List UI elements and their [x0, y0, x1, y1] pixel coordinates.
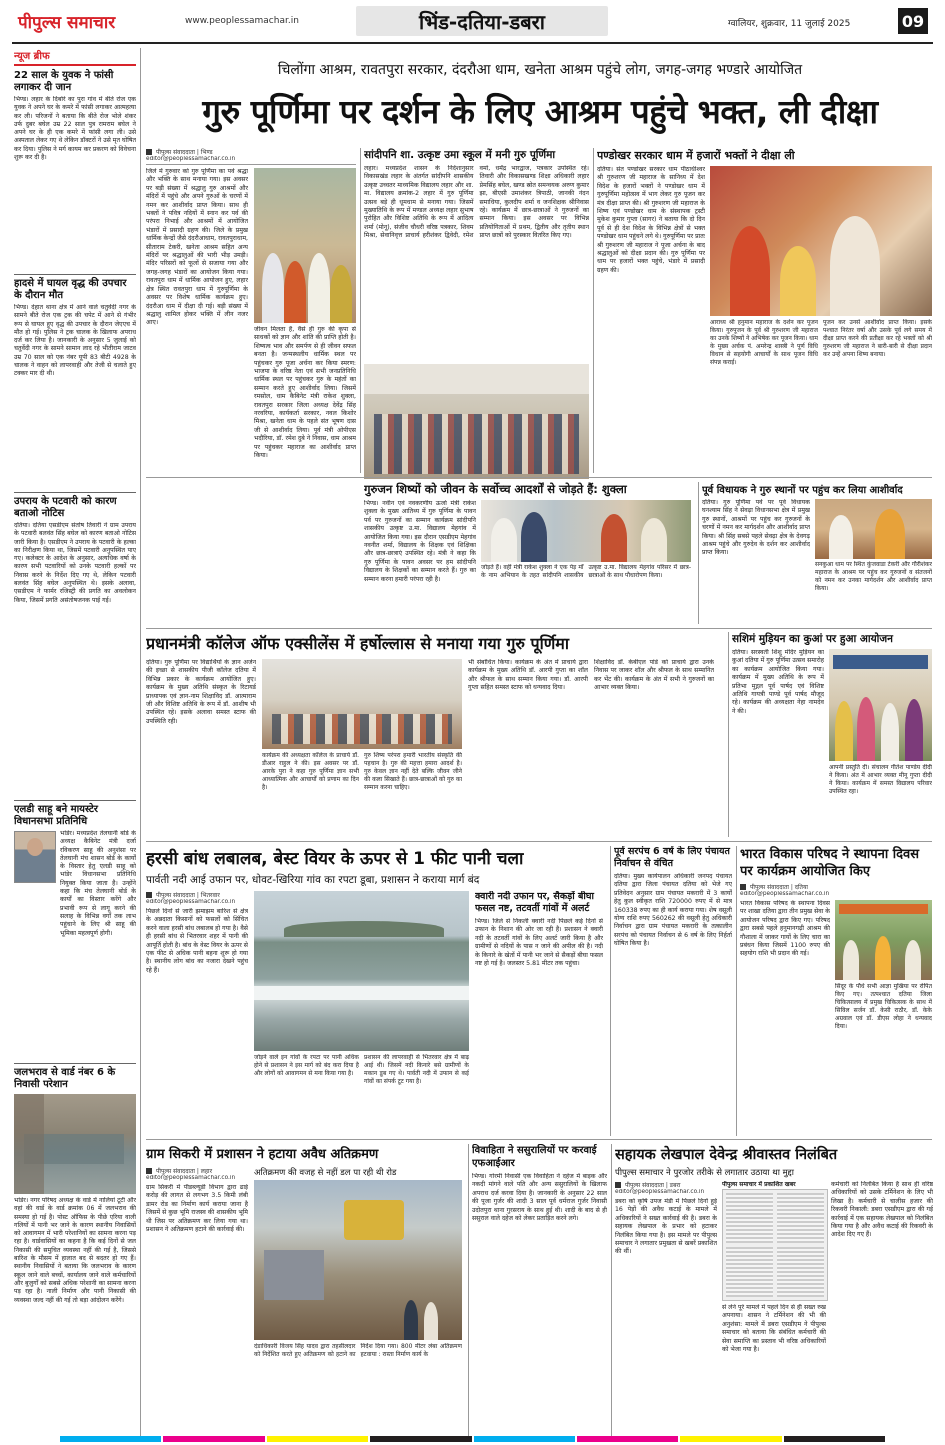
kwari-body: भिण्ड। जिले से निकली क्वारी नदी पिछले कई दिनों से उफान के निशान की ओर जा रही है। प्रशासन ने क्वारी नदी के तटवर्ती गांवों के लिए अलर्ट जारी किया है और ग्रामीणों से नदियों के पास न जाने की अपील की है। नदी के किनारे के खेतों में पानी भर जाने से सैकड़ों बीघा फसल नष्ट हो गई है। जलस्तर 5.81 मीटर तक पहुंचा।	[475, 918, 603, 968]
waterlogged-street-photo	[14, 1094, 136, 1194]
brief-headline: हादसे में घायल वृद्ध की उपचार के दौरान मौत	[14, 278, 127, 301]
harsi-email[interactable]: editor@peoplessamachar.co.in	[146, 899, 236, 905]
mudiyan-story	[732, 632, 932, 837]
column-rule	[140, 48, 141, 1438]
harsi-headline: हरसी बांध लबालब, बेस्ट वियर के ऊपर से 1 फीट पानी चला	[146, 849, 524, 869]
lekhpal-email[interactable]: editor@peoplessamachar.co.in	[615, 1189, 705, 1195]
brief-body: भांडेर। नगर परिषद अध्यक्ष के वार्ड में नालियां टूटी और वहां की वार्ड के वार्ड क्रमांक 06 में जलभराव की समस्या हो गई है। पोस्ट ऑफिस के पीछे एरिया वाली गलियों में पानी भर जाने के कारण स्थानीय निवासियों को आवागमन में भारी परेशानियों का सामना करना पड़ रहा है। वार्डवासियों का कहना है कि कई दिनों से जल निकासी की समुचित व्यवस्था नहीं की गई है, जिससे बारिश के मौसम में हालात बद से बदतर हो गए हैं। स्थानीय निवासियों ने बताया कि जलभराव के कारण स्कूल जाने वाले बच्चों, कार्यालय जाने वाले कर्मचारियों और बुजुर्गों को सबसे अधिक परेशानी का सामना करना पड़ रहा है। नाली निर्माण और पानी निकासी की व्यवस्था जल्द नहीं की गई तो बड़ा आंदोलन करेंगे।	[14, 1197, 136, 1304]
former-mla-story	[702, 482, 932, 624]
section-title: भिंड-दतिया-डबरा	[418, 9, 545, 34]
former-mla-caption: सनकुआ धाम पर स्थित कुंजवाडा टेकरी और गौरीशंकर महाराज के आश्रम पर पहुंच कर गुरुजनों व संतजनों को नमन कर उनका मार्गदर्शन और आशीर्वाद प्राप्त किया।	[815, 561, 932, 592]
vikas-body-2: सिंदूर के पौधे सभी आज्ञा मुखिया पर रोपित किए गए। तत्पश्चात दतिया जिला चिकित्सालय में प्रमुख चिकित्सक के साथ में सिविल सर्जन डॉ. केसी राठौर, डॉ. केके अग्रवाल एवं डॉ. डीएस लोहा ने धन्यवाद दिया।	[835, 983, 932, 1030]
former-mla-photo	[815, 499, 932, 559]
newspaper-clippings	[722, 1189, 828, 1301]
encroachment-photo	[254, 1180, 462, 1340]
excellence-body-1: दतिया। गुरु पूर्णिमा पर विद्यार्थियों के ज्ञान अर्जन की इच्छा से शासकीय पीजी कॉलेज दतिया में विभिन्न प्रकार के कार्यक्रम आयोजित हुए। कार्यक्रम के मुख्य अतिथि संस्कृत के रिटायर्ड प्राध्यापक एवं ज्ञान-नाम शिक्षाविद डॉ. आत्माराम जी और विशिष्ट अतिथि के रूप में डॉ. आशीष भी उपस्थित रहे। इसके अलावा समस्त स्टाफ की उपस्थिति रही।	[146, 659, 256, 725]
mudiyan-photo	[829, 649, 932, 761]
lekhpal-story	[615, 1144, 933, 1439]
encroachment-email[interactable]: editor@peoplessamachar.co.in	[146, 1175, 236, 1181]
column-rule	[728, 632, 729, 837]
former-mla-body: दतिया। गुरु पूर्णिमा पर्व पर पूर्व विधायक घनश्याम सिंह ने सेवढ़ा विधानसभा क्षेत्र में प्रमुख गुरु स्थानों, आश्रमों पर पहुंच कर गुरुजनों के चरणों में नमन कर मार्गदर्शन और आशीर्वाद प्राप्त किया। श्री सिंह सबसे पहले सेवढ़ा क्षेत्र के देवगढ़ आश्रम पहुंचे और गुरुदेव के दर्शन कर आशीर्वाद प्राप्त किया।	[702, 499, 810, 557]
sandipani-photo	[364, 364, 589, 479]
masthead-rule	[12, 42, 933, 44]
kwari-headline: क्वारी नदी उफान पर, सैकड़ों बीघा फसल नष्ट, तटवर्ती गांवों में अलर्ट	[475, 891, 594, 914]
shukla-headline: गुरुजन शिष्यों को जीवन के सर्वोच्च आदर्शों से जोड़ते हैं: शुक्ला	[364, 482, 627, 496]
encroachment-story	[146, 1144, 464, 1439]
vikas-byline: पीपुल्स संवाददाता | दतिया	[740, 883, 932, 891]
lead-kicker: चिलोंगा आश्रम, रावतपुरा सरकार, दंदरौआ धाम, खनेता आश्रम पहुंचे लोग, जगह-जगह भण्डारे आयोजित	[277, 62, 803, 78]
former-mla-headline: पूर्व विधायक ने गुरु स्थानों पर पहुंच कर लिया आशीर्वाद	[702, 485, 903, 496]
harsi-byline: पीपुल्स संवाददाता | भितरवार	[146, 891, 248, 899]
excellence-story	[146, 632, 724, 837]
excellence-body-2: गुरु शिष्य परंपरा हमारी भारतीय संस्कृति की पहचान है। गुरु की महत्ता हमारा आदर्श है। गुरु केवल ज्ञान नहीं देते बल्कि जीवन जीने की कला सिखाते हैं। छात्र-छात्राओं को गुरु का सम्मान करना चाहिए।	[364, 752, 462, 791]
brief-divider	[14, 800, 136, 801]
portrait-photo	[14, 831, 56, 883]
lead-email[interactable]: editor@peoplessamachar.co.in	[146, 156, 236, 162]
mudiyan-caption: आपनी प्रस्तुति दी। संचालन गीतेश पाण्डेय दीदी ने किया। अंत में आभार व्यक्त मीनू गुप्ता दीदी ने किया। कार्यक्रम में समस्त विद्यालय परिवार उपस्थित रहा।	[829, 764, 932, 795]
dowry-body: भिण्ड। गोरमी निवासी एक विवाहिता ने दहेज में बाइक और नकदी मांगने वाले पति और अन्य ससुरालियों के खिलाफ अपराध दर्ज करवा दिया है। जानकारी के अनुसार 22 साल की पूजा गुर्जर की शादी 3 साल पूर्व धर्मराज गुर्जर निवासी उदोतपुरा थाना गुरसराय के साथ हुई थी। शादी के बाद से ही ससुराल वाले दहेज को लेकर प्रताड़ित करने लगे।	[472, 1173, 607, 1223]
section-rule	[146, 477, 932, 478]
harsi-story	[146, 846, 606, 1136]
encroachment-photo-banner: अतिक्रमण की वजह से नहीं डल पा रही थी रोड	[254, 1168, 397, 1178]
encroachment-byline: पीपुल्स संवाददाता | लहार	[146, 1167, 248, 1175]
sarpanch-body: दतिया। मुख्य कार्यपालन अधिकारी जनपद पंचायत दतिया द्वारा जिला पंचायत दतिया को भेजे गए प्रतिवेदन अनुसार ग्राम पंचायत मकरारी में 3 कार्यों हेतु कुल स्वीकृत राशि 720000 रुपए में से मात्र 160338 रुपए का ही कार्य कराया गया। शेष वसूली योग्य राशि रुपए 560262 की वसूली हेतु अधिकारी निर्वाचन द्वारा ग्राम पंचायत मकरारी के तत्कालीन सरपंच को पंचायत निर्वाचन से 6 वर्ष के लिए निर्हर्ता घोषित किया है।	[614, 873, 732, 948]
lekhpal-byline: पीपुल्स संवाददाता | डबरा	[615, 1181, 717, 1189]
harsi-body-2: प्रशासन की लापरवाही से भितरवार क्षेत्र में बाढ़ आई थी। जिसमें नदी किनारे बसे ग्रामीणों के मकान डूब गए थे। पार्वती नदी में उफान से कई गांवों का संपर्क टूट गया है।	[364, 1054, 469, 1085]
pandokhar-caption-2: पूजन कर उनसे आशीर्वाद प्राप्त किया। इसके पश्चात निरंतर वर्षा और उसके पूर्व लगे समय में दीक्षा प्राप्त करने की प्रतीक्षा कर रहे भक्तों को श्री गुरुशरण जी महाराज ने बारी-बारी से दीक्षा प्रदान कर उन्हें अपना शिष्य बनाया।	[823, 319, 932, 358]
masthead	[0, 0, 945, 44]
sarpanch-story	[614, 846, 732, 1136]
dateline: ग्वालियर, शुक्रवार, 11 जुलाई 2025	[728, 19, 851, 29]
news-brief-label: न्यूज ब्रीफ	[14, 48, 136, 66]
brief-body: भिण्ड। लहार के दिबोरे का पुरा गांव में बीते रोज एक युवक ने अपने घर के कमरे में फांसी लगाकर आत्महत्या कर ली। परिजनों ने बताया कि बीते रोज भोले शंकर उर्फ दुबर बघेल उम्र 22 साल पुत्र रामराम बघेल ने अपने घर के ही एक कमरे में फांसी लगा ली। उसे अस्पताल लेकर गए थे लेकिन डॉक्टरों ने उसे मृत घोषित कर दिया। पुलिस ने मर्ग कायम कर प्रकरण को विवेचना शुरू कर दी है।	[14, 96, 136, 162]
page-number: 09	[898, 8, 928, 34]
column-rule	[360, 148, 361, 473]
brief-item-notice	[14, 496, 136, 797]
lead-body-col1: जिले में गुरुवार को गुरु पूर्णिमा का पर्व श्रद्धा और भक्ति के साथ मनाया गया। इस अवसर पर बड़ी संख्या में श्रद्धालु गुरु आश्रमों और मंदिरों में पहुंचे और अपने गुरुओं के चरणों में नमन कर आशीर्वाद प्राप्त किया। साथ ही भक्तों ने पवित्र नदियों में स्नान कर पर्व की परंपरा निभाई और आश्रमों में आयोजित भंडारों में प्रसादी ग्रहण की। जिले के प्रमुख धार्मिक केन्द्रों जैसे दंदरौआधाम, रावतपुराधाम, सीताराम टेकरी, खनेता आश्रम सहित अन्य मंदिरों पर श्रद्धालुओं की भारी भीड़ उमड़ी। मंदिर परिसरों को फूलों से सजाया गया और जगह-जगह भंडारों का आयोजन किया गया। रावतपुरा धाम में धार्मिक आयोजन हुए, लहार क्षेत्र स्थित रावतपुरा धाम में गुरुपूर्णिमा के अवसर पर विशेष धार्मिक कार्यक्रम हुए। दंदरौआ धाम में दीक्षा दी गई। बड़ी संख्या में श्रद्धालु शामिल होकर भक्ति में लीन नजर आए।	[146, 168, 248, 327]
column-rule	[468, 1144, 469, 1439]
harsi-photo-caption: जोड़ने वाले इन गांवों के रपटा पर पानी अधिक होने से प्रशासन ने इस मार्ग को बंद करा दिया है और लोगों को आवागमन से मना किया गया है।	[254, 1054, 359, 1077]
encroachment-photo-caption: दंडाधिकारी विजय सिंह यादव द्वारा तहसीलदार को निर्देशित करते हुए अतिक्रमण को हटाने का निर्देश दिया गया। 800 मीटर लंबा अतिक्रमण हटवाया : रास्ता निर्माण कार्य के	[254, 1343, 462, 1358]
column-rule	[698, 482, 699, 624]
mudiyan-headline: सशिमं मुड़ियन का कुआं पर हुआ आयोजन	[732, 633, 894, 645]
section-rule	[146, 841, 932, 842]
harsi-subhead: पार्वती नदी आई उफान पर, धोवट-खिरिया गांव का रपटा डूबा, प्रशासन ने कराया मार्ग बंद	[146, 874, 480, 886]
brief-divider	[14, 1063, 136, 1064]
website-url[interactable]: www.peoplessamachar.in	[185, 16, 299, 26]
column-rule	[611, 1144, 612, 1439]
brief-divider	[14, 492, 136, 493]
harsi-dam-photo	[254, 891, 469, 1051]
section-rule	[146, 1139, 932, 1140]
lekhpal-subhead: पीपुल्स समाचार ने पुरजोर तरीके से लगातार उठाया था मुद्दा	[615, 1168, 795, 1178]
excellence-headline: प्रधानमंत्री कॉलेज ऑफ एक्सीलेंस में हर्षोल्लास से मनाया गया गुरु पूर्णिमा	[146, 634, 569, 653]
brief-item-accident	[14, 278, 136, 489]
vikas-story	[740, 846, 932, 1136]
lekhpal-body-2: से लेने पूरे मामले में पहले दिन से ही सख्त रुख अपनाया। शासन ने टर्मिनेशन की भी की अनुशंसा: मामले में डबरा एसडीएम ने पीपुल्स समाचार को बताया कि संबंधित कर्मचारी की सेवा समाप्ति का प्रस्ताव भी वरिष्ठ अधिकारियों को भेजा गया है।	[722, 1304, 826, 1354]
lekhpal-headline: सहायक लेखपाल देवेन्द्र श्रीवास्तव निलंबित	[615, 1147, 838, 1163]
lekhpal-body-1: डबरा को कृषि उपज मंडी में पिछले दिनों हुई 16 पेड़ों की अवैध कटाई के मामले में अधिकारियों ने सख्त कार्रवाई की है। डबरा के सहायक लेखपाल के प्रभार को हटाकर निलंबित किया गया है। इस मामले पर पीपुल्स समाचार ने लगातार प्रमुखता से खबरें प्रकाशित की थीं।	[615, 1198, 717, 1256]
brief-item-suicide	[14, 70, 136, 271]
encroachment-headline: ग्राम सिकरी में प्रशासन ने हटाया अवैध अतिक्रमण	[146, 1147, 379, 1162]
shukla-caption: जोड़ते हैं। वहीं मंत्री राकेश शुक्ला ने एक पेड़ माँ के नाम अभियान के तहत सांदीपनि शासकीय उत्कृष्ट उ.मा. विद्यालय मेहगांव परिसर में छात्र-छात्राओं के साथ पौधारोपण किया।	[481, 564, 691, 579]
brief-headline: 22 साल के युवक ने फांसी लगाकर दी जान	[14, 70, 114, 93]
vikas-body-1: भारत विकास परिषद के स्थापना दिवस पर शाखा दतिया द्वारा तीन प्रमुख सेवा के आयोजन परिषद द्वारा किए गए। परिषद द्वारा सबसे पहले हनुमानगढ़ी आश्रम की गौशाला में जाकर गायों के लिए चारा का प्रबंधन किया जिसमें 1100 रुपए की सहयोग राशि भी प्रदान की गई।	[740, 900, 830, 958]
vikas-email[interactable]: editor@peoplessamachar.co.in	[740, 891, 830, 897]
lekhpal-clip-caption: पीपुल्स समाचार में प्रकाशित खबर	[722, 1181, 796, 1188]
mudiyan-body: दतिया। सरस्वती शिशु मंदिर मुड़ियन का कुआं दतिया में गुरु पूर्णिमा उत्सव समारोह का कार्यक्रम आयोजित किया गया। कार्यक्रम में मुख्य अतिथि के रूप में प्रतिभा मुद्गल पूर्व पार्षद एवं विशिष्ट अतिथि गायत्री पाण्डे पूर्व पार्षद मौजूद रहे। कार्यक्रम की अध्यक्षता नेहा नामदेव ने की।	[732, 649, 824, 715]
shukla-body: भिण्ड। नवीन एवं नवकरणीय ऊर्जा मंत्री राकेश शुक्ला के मुख्य आतिथ्य में गुरु पूर्णिमा के पावन पर्व पर गुरुजनों का सम्मान कार्यक्रम सांदीपनि शासकीय उत्कृष्ट उ.मा. विद्यालय मेहगांव में आयोजित किया गया। इस दौरान एसडीएम मेहगांव नवनीत शर्मा, विद्यालय के शिक्षक एवं शिक्षिका और छात्र-छात्राएं उपस्थित रहे। मंत्री ने कहा कि गुरु पूर्णिमा के पावन अवसर पर हम सांदीपनि विद्यालय के शिक्षकों का सम्मान करते हैं। गुरु का सम्मान करना हमारी परंपरा रही है।	[364, 500, 476, 583]
pandokhar-body: दतिया। संत पण्डोखर सरकार धाम पीठाधीश्वर श्री गुरुशरण जी महाराज के सानिध्य में देश विदेश के हजारों भक्तों ने पण्डोखर धाम में गुरुपूर्णिमा महोत्सव में भाग लेकर गुरु पूजन कर मंत्र दीक्षा प्राप्त की। श्री गुरुशरण जी महाराज के शिष्य एवं पण्डोखर धाम के संस्थापक ट्रस्टी मुकेश कुमार गुप्ता (सागर) ने बताया कि दो दिन पूर्व से ही देश विदेश के विभिन्न क्षेत्रों से भक्त पण्डोखर धाम पहुंचने लगे थे। गुरुपूर्णिमा पर प्रातः श्री गुरुशरण जी महाराज ने पूजा अर्चना के बाद श्रद्धालुओं को दीक्षा प्रदान की। गुरु पूर्णिमा पर धाम पर हजारों भक्त पहुंचे, भंडारे में प्रसादी ग्रहण की।	[597, 166, 705, 274]
section-tab	[356, 6, 608, 36]
pandokhar-photo	[710, 166, 932, 316]
lead-story	[146, 148, 356, 473]
lead-headline: गुरु पूर्णिमा पर दर्शन के लिए आश्रम पहुंचे भक्त, ली दीक्षा	[202, 92, 878, 131]
sarpanch-headline: पूर्व सरपंच 6 वर्ष के लिए पंचायत निर्वाचन से वंचित	[614, 846, 730, 869]
excellence-photo-caption: कार्यक्रम की अध्यक्षता कॉलेज के प्राचार्य डॉ. डीआर राहुल ने की। इस अवसर पर डॉ. आरके पुरा ने कहा गुरु पूर्णिमा ज्ञान सभी आध्यात्मिक और आचार्यों को प्रणाम का दिन है।	[262, 752, 359, 791]
sandipani-headline: सांदीपनि शा. उत्कृष्ट उमा स्कूल में मनी गुरु पूर्णिमा	[364, 149, 556, 161]
sandipani-story	[364, 148, 589, 473]
vikas-headline: भारत विकास परिषद ने स्थापना दिवस पर कार्यक्रम आयोजित किए	[740, 847, 920, 879]
news-brief-column	[14, 48, 136, 1438]
lead-rule	[146, 164, 356, 165]
lead-photo	[254, 168, 356, 323]
brief-headline: एलडी साहू बने मायस्टेर विधानसभा प्रतिनिधि	[14, 804, 99, 827]
excellence-body-4: शिक्षाविद डॉ. केबीएल पांडे को प्राचार्य द्वारा उनके निवास पर जाकर शॉल और श्रीफल के साथ सम्मानित कर भेंट की। कार्यक्रम के अंत में सभी ने गुरुजनों का आभार व्यक्त किया।	[594, 659, 714, 692]
section-rule	[146, 628, 932, 629]
brief-headline: उपराय के पटवारी को कारण बताओ नोटिस	[14, 496, 117, 519]
pandokhar-caption-1: आराध्य श्री हनुमान महाराज के दर्शन कर पूजन किया। गुरुपूजन के पूर्व श्री गुरुशरण जी महाराज का उनके शिष्यों ने अभिषेक कर पूजन किया। धाम के मुख्य अर्चक पं. अमरेन्द्र शास्त्री ने पूर्ण विधि विधान से सहयोगी आचार्यों के साथ पूजन विधि संपन्न कराई।	[710, 319, 818, 366]
lekhpal-body-3: कर्मचारी को निलंबित किया है साथ ही वरिष्ठ अधिकारियों को उसके टर्मिनेशन के लिए भी लिखा है। कर्मचारी से चालीस हजार की रिकवरी निकाली: डबरा एसडीएम द्वारा की गई कार्रवाई में एक सहायक लेखपाल को निलंबित किया गया है और अवैध कटाई की रिकवरी के आदेश दिए गए हैं।	[831, 1181, 933, 1239]
harsi-body-1: पिछले दिनों से जारी झमाझम बारिश से क्षेत्र के अन्नदाता किसानों को फसलों को सिंचित करने वाला हरसी बांध लबालब हो गया है। वैसे ही हरसी बांध से भितरवार शहर में पानी की आपूर्ति होती है। बांध के वेस्ट वियर के ऊपर से एक फीट से अधिक पानी बहना शुरू हो गया है। स्थानीय लोग बांध का नजारा देखने पहुंच रहे हैं।	[146, 908, 248, 974]
brief-headline: जलभराव से वार्ड नंबर 6 के निवासी परेशान	[14, 1067, 116, 1090]
excellence-photo	[262, 659, 462, 749]
masthead-logo: पीपुल्स समाचार	[18, 13, 116, 33]
encroachment-body: ग्राम सिकरी में पीडब्ल्यूडी विभाग द्वारा ढाई करोड़ की लागत से लगभग 3.5 किमी लंबी डामर रोड का निर्माण कार्य कराया जाना है जिसमें से कुछ भूमि राजस्व की शासकीय भूमि थी जिस पर अतिक्रमण कर लिया गया था। प्रशासन ने अतिक्रमण हटाने की कार्रवाई की।	[146, 1184, 248, 1234]
brief-body: दतिया। दतिया एसडीएम संतोष तिवारी ने ग्राम उपराय के पटवारी बलवंत सिंह बघेल को कारण बताओ नोटिस जारी किया है। एसडीएम ने उपराय के पटवारी के हल्का का निरीक्षण किया था, जिसमें पटवारी अनुपस्थित पाए गए। कलेक्टर के आदेश के अनुसार, अत्यधिक वर्षा के कारण सभी पटवारियों को उनके पटवारी हल्कों पर निवास करने के निर्देश दिए गए थे, लेकिन पटवारी बलवंत सिंह बघेल अनुपस्थित थे। इसके अलावा, एसडीएम ने फार्मर रजिस्ट्री की प्रगति का अवलोकन किया, जिसमें प्रगति असंतोषजनक पाई गई।	[14, 522, 136, 604]
excellence-body-3: भी संबोधित किया। कार्यक्रम के अंत में प्राचार्य द्वारा कार्यक्रम के मुख्य अतिथि डॉ. आरपी गुप्ता का शॉल और श्रीफल के साथ सम्मान किया गया। डॉ. आरपी गुप्ता सहित समस्त स्टाफ को धन्यवाद दिया।	[468, 659, 588, 692]
lead-body-col2: जीवन मिलता है, वैसे ही गुरु की कृपा से साधकों को ज्ञान और शांति की प्राप्ति होती है। शिष्यत्व भाव और समर्पण से ही जीवन सफल बनता है। जन्मस्थलीय धार्मिक स्थल पर पहुंचकर गुरु पूजा अर्चना कर किया स्मरण: भाजपा के वरिष्ठ नेता एवं सभी जनप्रतिनिधि धार्मिक स्थल पर पहुंचकर गुरु के महंतों का सम्मान करते हुए आशीर्वाद लिया। जिसमें रमसोल, धाम कैबिनेट मंत्री राकेश शुक्ला, रावतपुरा सरकार जिला अध्यक्ष देवेंद्र सिंह नरवरिया, कार्यकर्ता सरकार, नवल किशोर मिश्रा, खनेता धाम के पहले संत भूषण दास जी से आशीर्वाद लिया। पूर्व मंत्री ओपीएस भदौरिया, डॉ. रमेश दुबे ने निवास, धाम आश्रम पर पहुंचकर महाराज का आशीर्वाद प्राप्त किया।	[254, 326, 356, 460]
dowry-story	[472, 1144, 607, 1439]
sandipani-body: लहार। मध्यप्रदेश शासन के निर्देशानुसार विकासखंड लहार के अंतर्गत सांदीपनि शासकीय उत्कृष्ट उच्चतर माध्यमिक विद्यालय लहार और शा. मा. विद्यालय क्रमांक-2 लहार में गुरु पूर्णिमा उत्सव बड़े ही धूमधाम से मनाया गया। जिसमें मुख्यातिथि के रूप में मण्डल अध्यक्ष लहार सुभाष पुरोहित और विशिष्ट अतिथि के रूप में आदित्य शर्मा (मोनू), संजीव चौधरी वरिष्ठ पत्रकार, शिवम मिश्रा, सेवानिवृत्त प्राचार्य हरीशंकर द्विवेदी, रमेश वर्मा, धर्मेंद्र भारद्वाज, पत्रकार उपस्थित रहे। तिवारी और विकासखण्ड शिक्षा अधिकारी लहार प्रेमसिंह बघेल, खण्ड स्रोत समन्वयक अरुण कुमार झा, बीएसी उमाशंकर त्रिपाठी, जानकी नंदन समाधिया, कुलदीप शर्मा व जनशिक्षक श्रीनिवास रहे। कार्यक्रम में छात्र-छात्राओं ने गुरुजनों का सम्मान किया। इस अवसर पर विभिन्न प्रतियोगिताओं में प्रथम, द्वितीय और तृतीय स्थान प्राप्त छात्रों को पुरस्कार वितरित किए गए।	[364, 165, 589, 240]
column-rule	[593, 148, 594, 473]
brief-body: भांडेर। मध्यप्रदेश तेलघानी बोर्ड के अध्यक्ष कैबिनेट मंत्री दर्जा रविकरण साहू की अनुशंसा पर तेलघानी मंच शासन बोर्ड के कार्यों के विस्तार हेतु एलडी साहू को भांडेर विधानसभा प्रतिनिधि नियुक्त किया जाता है। उन्होंने कहा कि मंच तेलघानी बोर्ड के कार्यों का विस्तार करेंगे और प्रभावी रूप से लागू करने की सलाह के विभिन्न वर्गों तक लाभ पहुंचाने के लिए श्री साहू की भूमिका महत्वपूर्ण होगी।	[60, 830, 136, 937]
shukla-story	[364, 482, 694, 624]
shukla-photo	[481, 500, 691, 562]
dowry-headline: विवाहिता ने ससुरालियों पर करवाई एफआईआर	[472, 1145, 597, 1169]
column-rule	[610, 846, 611, 1136]
lead-byline: पीपुल्स संवाददाता | भिण्ड	[146, 148, 356, 156]
registration-bar	[60, 1436, 885, 1442]
pandokhar-story	[597, 148, 932, 473]
brief-divider	[14, 274, 136, 275]
brief-item-appointment	[14, 804, 136, 1060]
brief-item-waterlogging	[14, 1067, 136, 1437]
pandokhar-headline: पण्डोखर सरकार धाम में हजारों भक्तों ने दीक्षा ली	[597, 149, 795, 162]
vikas-photo	[835, 900, 932, 980]
brief-body: भिण्ड। देहात थाना क्षेत्र में आने वाले चतुर्वेदी नगर के सामने बीते रोज एक ट्रक की चपेट में आने से गंभीर रूप से घायल हुए वृद्ध की उपचार के दौरान जेएएच में मौत हो गई। पुलिस ने ट्रक चालक के खिलाफ अपराध दर्ज कर लिया है। जानकारी के अनुसार 5 जुलाई को चतुर्वेदी नगर के सामने सामान लाद रहे भीतीराम जाटव उम्र 70 साल को एक नंबर यूपी 83 बीटी 4928 के चालक ने वाहन को लापरवाही और तेजी से चलाते हुए टक्कर मार दी थी।	[14, 304, 136, 378]
column-rule	[736, 846, 737, 1136]
